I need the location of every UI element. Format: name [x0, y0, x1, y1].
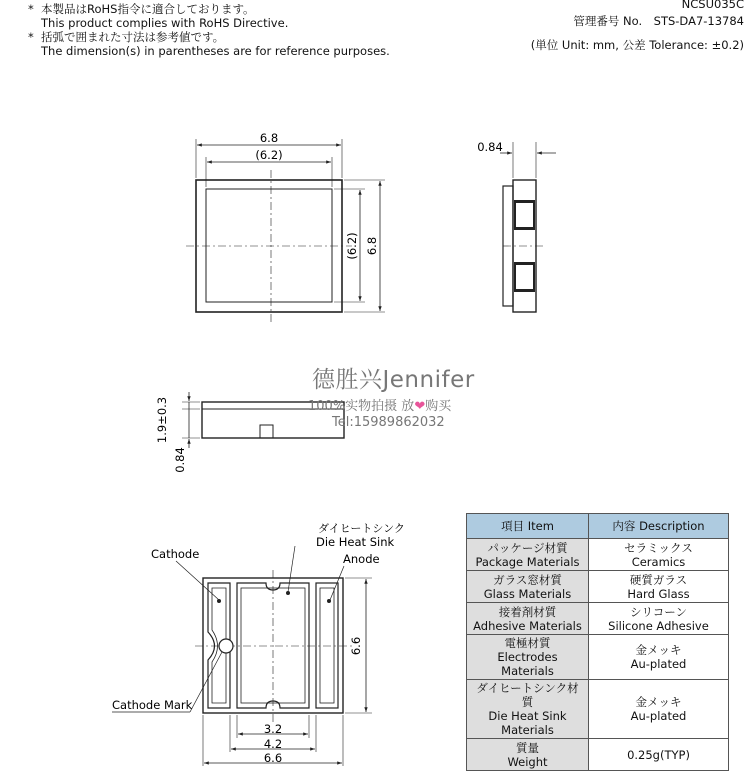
top-view [186, 139, 385, 322]
item-en: Package Materials [475, 554, 580, 569]
desc-en: Au-plated [630, 657, 687, 671]
side-thickness-dim: 0.84 [477, 140, 503, 154]
desc-en: Ceramics [631, 554, 686, 569]
management-number: 管理番号 No. STS-DA7-13784 [573, 14, 744, 28]
item-jp: 電極材質 [504, 636, 551, 650]
table-row [467, 571, 729, 603]
die-heat-sink-label-en: Die Heat Sink [316, 535, 395, 549]
desc-jp: 金メッキ [635, 643, 682, 657]
units-tolerance: (単位 Unit: mm, 公差 Tolerance: ±0.2) [530, 38, 744, 52]
item-jp: ガラス窓材質 [493, 572, 562, 587]
item-en: Die Heat Sink [488, 709, 567, 723]
table-row [467, 539, 729, 571]
bottom-dim-6-6: 6.6 [263, 751, 283, 765]
bottom-height-dim: 6.6 [349, 636, 363, 656]
table-row [467, 739, 729, 771]
note-rohs-en: This product complies with RoHS Directive. [41, 16, 289, 30]
description-cell [589, 635, 729, 680]
item-en-line2: Materials [501, 723, 554, 737]
cathode-label: Cathode [151, 547, 200, 561]
front-total-height-dim: 1.9±0.3 [155, 396, 169, 444]
item-en: Electrodes Materials [497, 650, 558, 678]
table-row [467, 680, 729, 739]
item-en: Glass Materials [483, 586, 572, 601]
watermark-slogan-buy: 购买 [425, 399, 452, 414]
header-description: 内容 Description [589, 514, 729, 539]
watermark-seller: 德胜兴Jennifer [312, 367, 475, 393]
die-heat-sink-label-jp: ダイヒートシンク [318, 522, 405, 535]
description-cell: 0.25g(TYP) [589, 739, 729, 771]
table-header-row [467, 514, 729, 539]
bottom-dim-3-2: 3.2 [263, 722, 283, 736]
front-thickness-dim: 0.84 [173, 447, 187, 473]
note-mark-2: * [28, 30, 34, 44]
item-cell [467, 603, 589, 635]
desc-jp: シリコーン [629, 604, 688, 619]
note-mark-1: * [28, 2, 34, 16]
cathode-mark-label: Cathode Mark [112, 698, 193, 712]
item-cell [467, 539, 589, 571]
bottom-dim-4-2: 4.2 [263, 737, 283, 751]
table-row [467, 635, 729, 680]
desc-jp: 硬質ガラス [629, 572, 688, 587]
item-en: Weight [507, 754, 548, 769]
document-number: NCSU035C [681, 0, 744, 11]
item-cell [467, 680, 589, 739]
item-cell [467, 571, 589, 603]
top-width-ref-dim: (6.2) [255, 148, 283, 162]
note-rohs-jp: 本製品はRoHS指令に適合しております。 [41, 2, 255, 16]
top-height-ref-dim: (6.2) [345, 232, 359, 260]
description-cell [589, 539, 729, 571]
item-jp: ダイヒートシンク材質 [476, 681, 579, 709]
note-reference-jp: 括弧で囲まれた寸法は参考値です。 [41, 30, 225, 44]
desc-jp: セラミックス [624, 540, 693, 555]
desc-en: Hard Glass [627, 586, 690, 601]
side-view [500, 142, 556, 312]
heart-icon: ❤ [414, 399, 426, 414]
materials-table [466, 513, 729, 771]
item-jp: 質量 [516, 740, 539, 755]
top-height-dim: 6.8 [365, 236, 379, 256]
watermark-phone: Tel:15989862032 [332, 415, 445, 430]
top-width-dim: 6.8 [259, 131, 279, 145]
description-cell [589, 603, 729, 635]
item-en: Adhesive Materials [473, 618, 582, 633]
item-jp: 接着剤材質 [498, 604, 557, 619]
desc-jp: 金メッキ [635, 695, 682, 709]
desc-en: Silicone Adhesive [608, 618, 709, 633]
desc-en: Au-plated [630, 709, 687, 723]
watermark-slogan-text: 100%实物拍摄 放 [308, 399, 415, 414]
description-cell [589, 571, 729, 603]
header-item: 項目 Item [467, 514, 589, 539]
watermark-slogan [308, 395, 451, 414]
note-reference-en: The dimension(s) in parentheses are for reference purposes. [41, 44, 390, 58]
item-cell [467, 739, 589, 771]
item-cell [467, 635, 589, 680]
table-row [467, 603, 729, 635]
bottom-view [112, 546, 372, 766]
anode-label: Anode [343, 552, 380, 566]
description-cell [589, 680, 729, 739]
item-jp: パッケージ材質 [487, 540, 568, 555]
